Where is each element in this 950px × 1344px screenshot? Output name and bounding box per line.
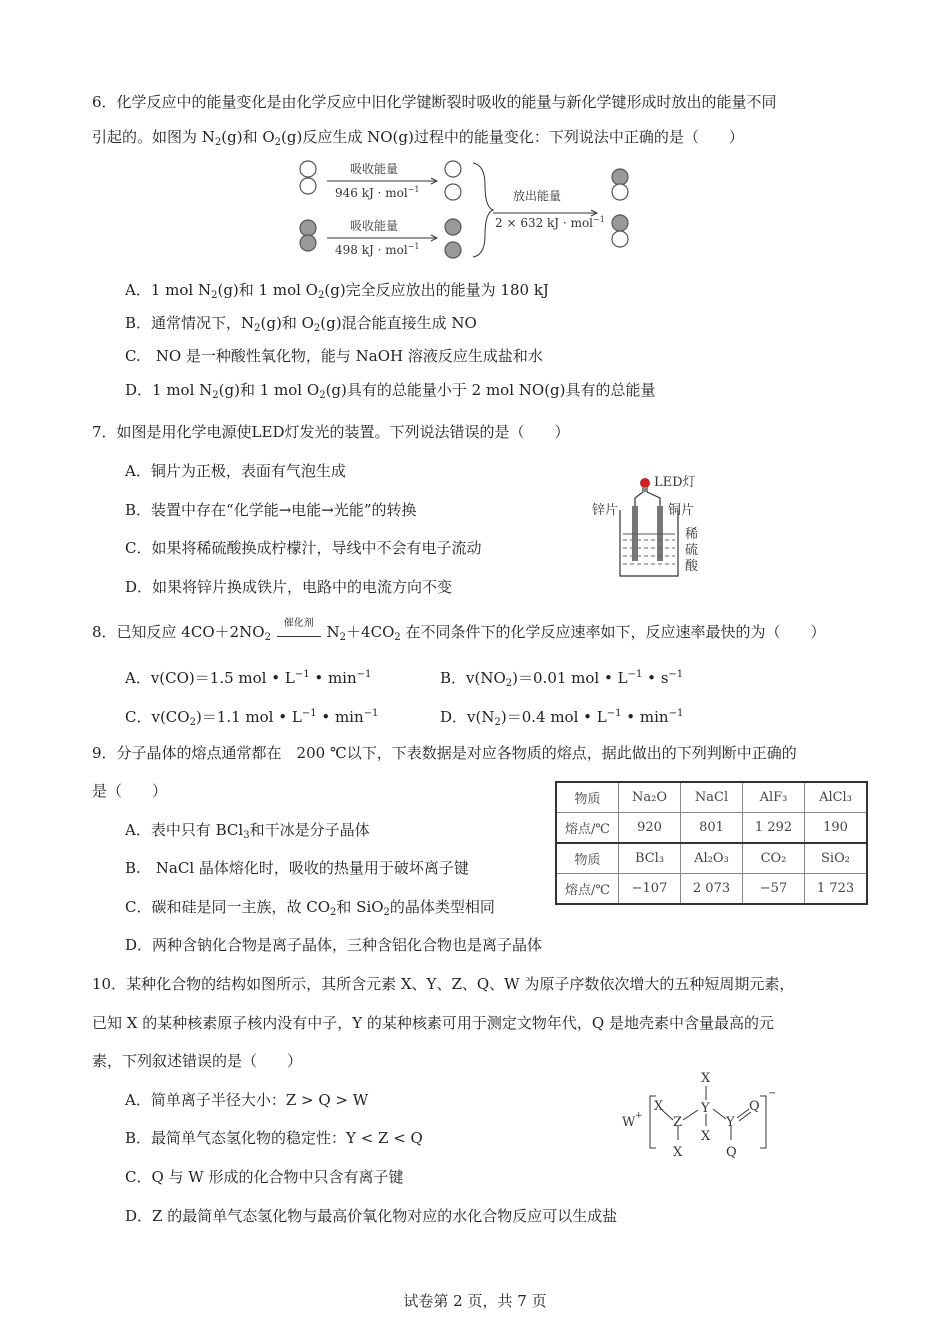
svg-text:Y: Y	[701, 1101, 710, 1116]
table-row: 物质 BCl₃ Al₂O₃ CO₂ SiO₂	[556, 843, 867, 874]
absorb-n2-value: 946 kJ · mol	[335, 186, 408, 200]
svg-text:−: −	[768, 1088, 777, 1099]
q9-stem-line2: 是（ ）	[92, 782, 168, 800]
svg-text:硫: 硫	[685, 543, 699, 558]
svg-text:W: W	[622, 1115, 636, 1130]
q8-option-c[interactable]: C．$v(CO_2)=1.1$ mol • $L^{-1}$ • $\min^{-1}$	[125, 708, 379, 728]
absorb-label-bottom: 吸收能量	[350, 219, 399, 233]
release-label: 放出能量	[513, 189, 562, 203]
q8-stem: 8．已知反应 $4CO+2NO_2$ 催化剂 $N_2+4CO_2$ 在不同条件下的化学反应速率如下，反应速率最快的为（ ）	[92, 622, 826, 648]
table-row: 熔点/℃ 920 801 1 292 190	[556, 813, 867, 844]
svg-text:X: X	[673, 1145, 683, 1160]
q10-option-c[interactable]: C．Q 与 W 形成的化合物中只含有离子键	[125, 1168, 404, 1186]
table-row: 物质 Na₂O NaCl AlF₃ AlCl₃	[556, 782, 867, 813]
catalyst-label: 催化剂	[283, 618, 314, 629]
q8-option-a[interactable]: A．v(CO)＝1.5 mol • $L^{-1}$ • $\min^{-1}$	[125, 669, 372, 687]
svg-text:+: +	[635, 1111, 643, 1121]
q6-option-d[interactable]: D．1 mol $N_2(g)$和 1 mol $O_2(g)$具有的总能量小于 2 mol NO(g)具有的总能量	[125, 381, 656, 401]
q8-option-b[interactable]: B．$v(NO_2)=0.01$ mol • $L^{-1}$ • $s^{-1}$	[440, 669, 684, 689]
led-cell-figure	[590, 470, 710, 582]
svg-text:酸: 酸	[685, 559, 699, 574]
led-label: LED灯	[654, 475, 696, 490]
svg-text:946 kJ · mol−1: 946 kJ · mol$^{-1}$	[335, 185, 420, 200]
q10-option-a[interactable]: A．简单离子半径大小：Z > Q > W	[125, 1091, 369, 1109]
q9-option-b[interactable]: B. NaCl 晶体熔化时，吸收的热量用于破坏离子键	[125, 859, 469, 877]
structure-formula	[618, 1068, 783, 1163]
q6-option-a[interactable]: A．1 mol $N_2(g)$和 1 mol $O_2(g)$完全反应放出的能量为 180 kJ	[125, 281, 549, 301]
svg-text:Z: Z	[673, 1115, 683, 1130]
q6-stem-line2: 引起的。如图为 $N_2(g)$和 $O_2(g)$反应生成 NO(g)过程中的能量变化：下列说法中正确的是（ ）	[92, 128, 744, 148]
q7-option-a[interactable]: A．铜片为正极，表面有气泡生成	[125, 462, 346, 480]
absorb-o2-value: 498 kJ · mol	[335, 243, 408, 257]
q7-option-b[interactable]: B．装置中存在“化学能→电能→光能”的转换	[125, 501, 417, 519]
svg-text:Q: Q	[726, 1145, 737, 1160]
release-value: 2 × 632 kJ · mol	[495, 216, 594, 230]
q6-option-c[interactable]: C. NO 是一种酸性氧化物，能与 NaOH 溶液反应生成盐和水	[125, 347, 543, 365]
energy-diagram	[295, 155, 645, 260]
q9-stem-line1: 9．分子晶体的熔点通常都在 200 ℃以下，下表数据是对应各物质的熔点，据此做出的下列判断中正确的	[92, 744, 797, 762]
q8-option-d[interactable]: D．$v(N_2)=0.4$ mol • $L^{-1}$ • $\min^{-1}$	[440, 708, 684, 728]
q10-option-d[interactable]: D．Z 的最简单气态氢化物与最高价氧化物对应的水化合物反应可以生成盐	[125, 1207, 618, 1225]
svg-text:X: X	[654, 1099, 664, 1114]
q7-option-d[interactable]: D．如果将锌片换成铁片，电路中的电流方向不变	[125, 578, 453, 596]
q10-stem-line1: 10．某种化合物的结构如图所示，其所含元素 X、Y、Z、Q、W 为原子序数依次增大的五种短周期元素，	[92, 975, 795, 993]
copper-label: 铜片	[668, 503, 695, 518]
page-footer: 试卷第 2 页，共 7 页	[403, 1292, 547, 1310]
svg-text:X: X	[701, 1129, 711, 1144]
q10-option-b[interactable]: B．最简单气态氢化物的稳定性：Y < Z < Q	[125, 1129, 423, 1147]
svg-text:Q: Q	[749, 1099, 760, 1114]
q10-stem-line3: 素，下列叙述错误的是（ ）	[92, 1052, 303, 1070]
svg-text:Y: Y	[726, 1115, 735, 1130]
q9-option-a[interactable]: A．表中只有 BCl$_3$和干冰是分子晶体	[125, 821, 370, 841]
table-row: 熔点/℃ −107 2 073 −57 1 723	[556, 874, 867, 905]
q9-option-d[interactable]: D．两种含钠化合物是离子晶体，三种含铝化合物也是离子晶体	[125, 936, 543, 954]
q9-option-c[interactable]: C．碳和硅是同一主族，故 $CO_2$和 SiO$_2$的晶体类型相同	[125, 898, 495, 918]
svg-text:2 × 632 kJ · mol−1: 2 × 632 kJ · mol$^{-1}$	[495, 215, 605, 230]
q7-option-c[interactable]: C．如果将稀硫酸换成柠檬汁，导线中不会有电子流动	[125, 539, 482, 557]
zinc-label: 锌片	[592, 503, 619, 518]
svg-text:498 kJ · mol−1: 498 kJ · mol$^{-1}$	[335, 242, 420, 257]
q10-stem-line2: 已知 X 的某种核素原子核内没有中子，Y 的某种核素可用于测定文物年代，Q 是地壳素中含量最高的元	[92, 1014, 774, 1032]
q6-option-b[interactable]: B．通常情况下，$N_2(g)$和 $O_2(g)$混合能直接生成 NO	[125, 314, 477, 334]
q7-stem: 7．如图是用化学电源使LED灯发光的装置。下列说法错误的是（ ）	[92, 423, 570, 441]
svg-text:X: X	[701, 1071, 711, 1086]
absorb-label-top: 吸收能量	[350, 162, 399, 176]
q6-stem-line1: 6．化学反应中的能量变化是由化学反应中旧化学键断裂时吸收的能量与新化学键形成时放出的能量不同	[92, 93, 777, 111]
led-bulb-icon	[640, 478, 650, 488]
svg-text:稀: 稀	[685, 527, 699, 542]
melting-point-table	[555, 781, 868, 905]
